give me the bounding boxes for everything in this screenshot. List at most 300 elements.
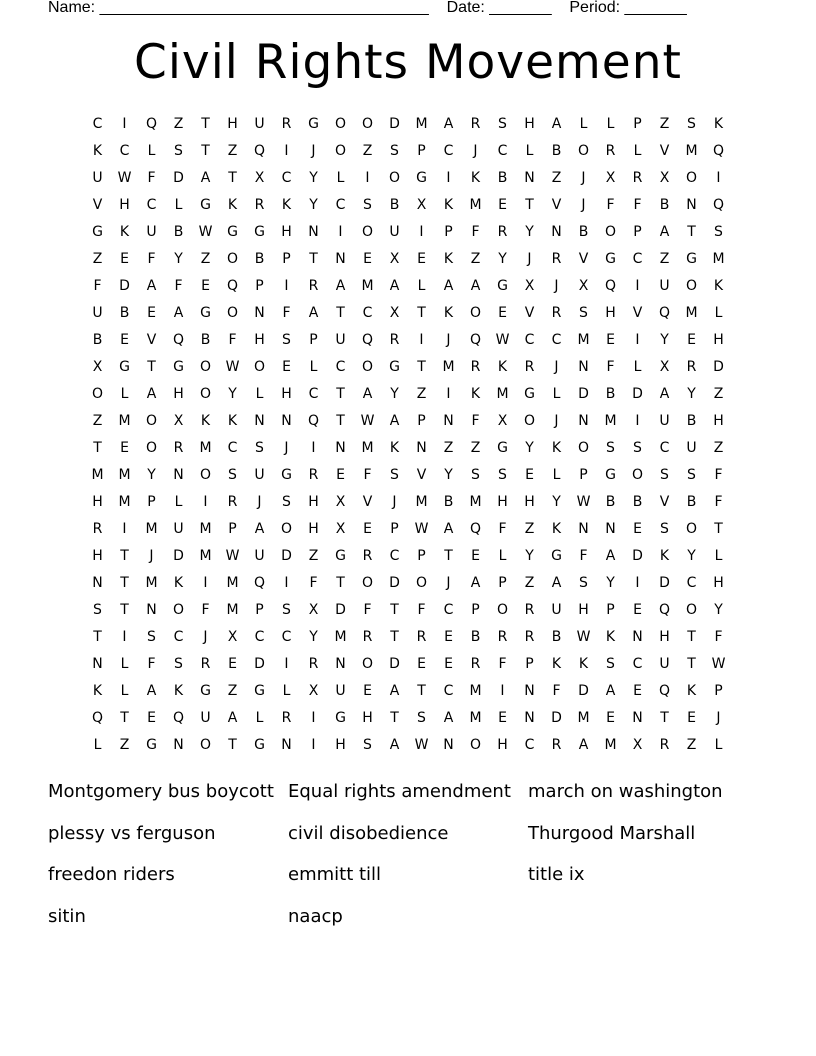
grid-letter[interactable]: K [200,413,211,429]
grid-letter[interactable]: U [389,224,400,240]
grid-letter[interactable]: Z [308,548,319,564]
grid-letter[interactable]: F [228,332,237,348]
grid-letter[interactable]: T [336,386,345,402]
grid-letter[interactable]: F [579,548,588,564]
grid-letter[interactable]: G [497,440,508,456]
grid-letter[interactable]: K [443,305,454,321]
grid-letter[interactable]: X [308,683,319,699]
grid-letter[interactable]: U [92,170,103,186]
grid-letter[interactable]: V [92,197,103,213]
grid-letter[interactable]: Z [470,440,481,456]
grid-letter[interactable]: C [92,116,103,132]
grid-letter[interactable]: K [713,278,724,294]
grid-letter[interactable]: A [470,278,481,294]
grid-letter[interactable]: P [147,494,156,510]
grid-letter[interactable]: T [417,305,426,321]
grid-letter[interactable]: O [226,251,239,267]
grid-letter[interactable]: L [147,143,156,159]
grid-letter[interactable]: R [389,332,400,348]
grid-letter[interactable]: G [335,548,346,564]
grid-letter[interactable]: U [254,116,265,132]
grid-letter[interactable]: I [635,413,640,429]
grid-letter[interactable]: O [361,116,374,132]
grid-letter[interactable]: J [473,143,478,159]
grid-letter[interactable]: H [578,602,589,618]
grid-letter[interactable]: G [389,359,400,375]
grid-letter[interactable]: D [173,170,184,186]
grid-letter[interactable]: E [606,332,615,348]
grid-letter[interactable]: I [284,143,289,159]
grid-letter[interactable]: E [363,521,372,537]
grid-letter[interactable]: R [308,278,319,294]
grid-letter[interactable]: K [686,683,697,699]
grid-letter[interactable]: J [554,359,559,375]
grid-letter[interactable]: S [174,143,183,159]
grid-letter[interactable]: Y [309,170,318,186]
grid-letter[interactable]: Y [687,548,696,564]
grid-letter[interactable]: P [471,602,480,618]
grid-letter[interactable]: Z [659,116,670,132]
grid-letter[interactable]: S [714,224,723,240]
grid-letter[interactable]: T [120,602,129,618]
grid-letter[interactable]: Q [469,521,482,537]
grid-letter[interactable]: T [660,710,669,726]
grid-letter[interactable]: N [605,521,616,537]
grid-letter[interactable]: Q [145,116,158,132]
grid-letter[interactable]: A [146,278,157,294]
grid-letter[interactable]: O [631,467,644,483]
grid-letter[interactable]: Y [228,386,237,402]
grid-letter[interactable]: Z [227,143,238,159]
grid-letter[interactable]: N [92,575,103,591]
grid-letter[interactable]: D [281,548,292,564]
grid-letter[interactable]: Y [606,575,615,591]
grid-letter[interactable]: E [444,656,453,672]
grid-letter[interactable]: L [525,143,534,159]
grid-letter[interactable]: T [714,521,723,537]
grid-letter[interactable]: R [362,548,373,564]
grid-letter[interactable]: M [226,602,239,618]
grid-letter[interactable]: A [389,737,400,753]
grid-letter[interactable]: I [203,494,208,510]
grid-letter[interactable]: E [498,197,507,213]
grid-letter[interactable]: R [551,737,562,753]
grid-letter[interactable]: X [632,737,643,753]
grid-letter[interactable]: D [713,359,724,375]
grid-letter[interactable]: B [578,224,589,240]
grid-letter[interactable]: O [523,413,536,429]
grid-letter[interactable]: U [200,710,211,726]
grid-letter[interactable]: C [254,629,265,645]
grid-letter[interactable]: M [199,548,212,564]
grid-letter[interactable]: S [660,521,669,537]
grid-letter[interactable]: M [469,197,482,213]
grid-letter[interactable]: G [524,386,535,402]
grid-letter[interactable]: C [497,143,508,159]
grid-letter[interactable]: V [524,305,535,321]
grid-letter[interactable]: R [659,737,670,753]
grid-letter[interactable]: A [200,170,211,186]
grid-letter[interactable]: R [470,116,481,132]
grid-letter[interactable]: J [716,710,721,726]
grid-letter[interactable]: U [173,521,184,537]
grid-letter[interactable]: Z [713,386,724,402]
grid-letter[interactable]: K [443,251,454,267]
grid-letter[interactable]: C [632,251,643,267]
grid-letter[interactable]: C [632,656,643,672]
grid-letter[interactable]: O [199,467,212,483]
period-blank[interactable]: _______ [624,0,687,16]
grid-letter[interactable]: O [145,440,158,456]
grid-letter[interactable]: O [577,440,590,456]
grid-letter[interactable]: C [281,170,292,186]
grid-letter[interactable]: T [390,602,399,618]
grid-letter[interactable]: X [92,359,103,375]
grid-letter[interactable]: Y [525,224,534,240]
grid-letter[interactable]: N [173,467,184,483]
grid-letter[interactable]: T [687,629,696,645]
grid-letter[interactable]: Y [498,251,507,267]
grid-letter[interactable]: N [524,170,535,186]
grid-letter[interactable]: L [120,656,129,672]
grid-letter[interactable]: P [282,251,291,267]
grid-letter[interactable]: M [226,575,239,591]
grid-letter[interactable]: E [201,278,210,294]
grid-letter[interactable]: C [173,629,184,645]
grid-letter[interactable]: A [335,278,346,294]
grid-letter[interactable]: S [579,305,588,321]
grid-letter[interactable]: N [281,413,292,429]
grid-letter[interactable]: P [633,116,642,132]
grid-letter[interactable]: I [122,521,127,537]
grid-letter[interactable]: R [686,359,697,375]
grid-letter[interactable]: L [579,116,588,132]
grid-letter[interactable]: E [633,683,642,699]
grid-letter[interactable]: Z [713,440,724,456]
grid-letter[interactable]: O [172,602,185,618]
grid-letter[interactable]: W [414,521,429,537]
grid-letter[interactable]: G [308,116,319,132]
grid-letter[interactable]: M [577,332,590,348]
grid-letter[interactable]: P [714,683,723,699]
grid-letter[interactable]: J [311,143,316,159]
grid-letter[interactable]: Z [173,116,184,132]
grid-letter[interactable]: Q [658,683,671,699]
grid-letter[interactable]: J [527,251,532,267]
grid-letter[interactable]: J [284,440,289,456]
grid-letter[interactable]: N [578,359,589,375]
grid-letter[interactable]: R [497,629,508,645]
grid-letter[interactable]: I [716,170,721,186]
grid-letter[interactable]: A [227,710,238,726]
grid-letter[interactable]: C [551,332,562,348]
grid-letter[interactable]: T [336,305,345,321]
grid-letter[interactable]: I [419,224,424,240]
grid-letter[interactable]: Z [119,737,130,753]
grid-letter[interactable]: R [551,251,562,267]
grid-letter[interactable]: H [659,629,670,645]
grid-letter[interactable]: W [225,548,240,564]
grid-letter[interactable]: D [389,575,400,591]
grid-letter[interactable]: P [633,224,642,240]
grid-letter[interactable]: S [390,143,399,159]
grid-letter[interactable]: D [173,548,184,564]
grid-letter[interactable]: M [361,440,374,456]
grid-letter[interactable]: O [361,359,374,375]
grid-letter[interactable]: S [579,575,588,591]
grid-letter[interactable]: E [525,467,534,483]
grid-letter[interactable]: M [469,710,482,726]
grid-letter[interactable]: W [225,359,240,375]
grid-letter[interactable]: J [446,575,451,591]
grid-letter[interactable]: L [633,359,642,375]
grid-letter[interactable]: L [714,305,723,321]
grid-letter[interactable]: L [552,467,561,483]
grid-letter[interactable]: A [173,305,184,321]
grid-letter[interactable]: D [578,683,589,699]
grid-letter[interactable]: P [417,548,426,564]
grid-letter[interactable]: Q [91,710,104,726]
grid-letter[interactable]: B [551,143,562,159]
grid-letter[interactable]: S [660,467,669,483]
grid-letter[interactable]: N [335,440,346,456]
grid-letter[interactable]: L [606,116,615,132]
grid-letter[interactable]: A [551,116,562,132]
grid-letter[interactable]: Y [174,251,183,267]
grid-letter[interactable]: T [417,359,426,375]
grid-letter[interactable]: I [365,170,370,186]
grid-letter[interactable]: R [470,359,481,375]
grid-letter[interactable]: O [280,521,293,537]
grid-letter[interactable]: Q [469,332,482,348]
grid-letter[interactable]: V [551,197,562,213]
grid-letter[interactable]: O [604,224,617,240]
grid-letter[interactable]: L [309,359,318,375]
grid-letter[interactable]: E [228,656,237,672]
grid-letter[interactable]: P [498,575,507,591]
grid-letter[interactable]: M [442,359,455,375]
grid-letter[interactable]: H [119,197,130,213]
grid-letter[interactable]: O [334,116,347,132]
grid-letter[interactable]: J [257,494,262,510]
grid-letter[interactable]: N [416,440,427,456]
grid-letter[interactable]: B [551,629,562,645]
grid-letter[interactable]: Y [390,386,399,402]
grid-letter[interactable]: K [713,116,724,132]
grid-letter[interactable]: F [714,629,723,645]
grid-letter[interactable]: A [362,386,373,402]
grid-letter[interactable]: J [554,413,559,429]
grid-letter[interactable]: K [497,359,508,375]
grid-letter[interactable]: G [497,278,508,294]
grid-letter[interactable]: H [497,737,508,753]
grid-letter[interactable]: D [578,386,589,402]
grid-letter[interactable]: U [146,224,157,240]
grid-letter[interactable]: H [713,575,724,591]
grid-letter[interactable]: R [551,305,562,321]
grid-letter[interactable]: L [255,386,264,402]
grid-letter[interactable]: F [471,413,480,429]
grid-letter[interactable]: O [199,386,212,402]
grid-letter[interactable]: J [446,332,451,348]
grid-letter[interactable]: R [605,143,616,159]
grid-letter[interactable]: Z [416,386,427,402]
grid-letter[interactable]: B [443,494,454,510]
grid-letter[interactable]: T [309,251,318,267]
grid-letter[interactable]: V [632,305,643,321]
grid-letter[interactable]: O [334,143,347,159]
grid-letter[interactable]: Z [92,251,103,267]
grid-letter[interactable]: U [92,305,103,321]
grid-letter[interactable]: T [417,683,426,699]
grid-letter[interactable]: F [714,467,723,483]
grid-letter[interactable]: Q [361,332,374,348]
grid-letter[interactable]: G [551,548,562,564]
grid-letter[interactable]: I [311,737,316,753]
grid-letter[interactable]: Q [172,710,185,726]
grid-letter[interactable]: Q [604,278,617,294]
grid-letter[interactable]: H [335,737,346,753]
grid-letter[interactable]: C [686,575,697,591]
grid-letter[interactable]: B [200,332,211,348]
grid-letter[interactable]: R [524,629,535,645]
grid-letter[interactable]: F [282,305,291,321]
grid-letter[interactable]: O [253,359,266,375]
grid-letter[interactable]: F [363,467,372,483]
grid-letter[interactable]: P [390,521,399,537]
grid-letter[interactable]: D [254,656,265,672]
grid-letter[interactable]: U [659,413,670,429]
grid-letter[interactable]: B [605,386,616,402]
grid-letter[interactable]: X [227,629,238,645]
grid-letter[interactable]: Q [307,413,320,429]
grid-letter[interactable]: B [119,305,130,321]
grid-letter[interactable]: Z [443,440,454,456]
grid-letter[interactable]: S [498,467,507,483]
grid-letter[interactable]: W [495,332,510,348]
grid-letter[interactable]: L [174,197,183,213]
grid-letter[interactable]: M [469,683,482,699]
grid-letter[interactable]: N [146,602,157,618]
grid-letter[interactable]: L [498,548,507,564]
grid-letter[interactable]: I [203,575,208,591]
grid-letter[interactable]: K [92,683,103,699]
grid-letter[interactable]: G [416,170,427,186]
grid-letter[interactable]: C [524,737,535,753]
grid-letter[interactable]: Z [524,521,535,537]
grid-letter[interactable]: A [389,413,400,429]
grid-letter[interactable]: E [633,521,642,537]
grid-letter[interactable]: D [632,386,643,402]
grid-letter[interactable]: H [173,386,184,402]
grid-letter[interactable]: Y [525,548,534,564]
grid-letter[interactable]: K [281,197,292,213]
grid-letter[interactable]: B [173,224,184,240]
grid-letter[interactable]: F [714,494,723,510]
grid-letter[interactable]: M [685,305,698,321]
grid-letter[interactable]: C [443,683,454,699]
grid-letter[interactable]: C [362,305,373,321]
grid-letter[interactable]: C [308,386,319,402]
grid-letter[interactable]: E [417,251,426,267]
grid-letter[interactable]: X [524,278,535,294]
grid-letter[interactable]: Y [309,197,318,213]
grid-letter[interactable]: K [227,197,238,213]
grid-letter[interactable]: G [281,467,292,483]
grid-letter[interactable]: A [470,575,481,591]
grid-letter[interactable]: U [686,440,697,456]
grid-letter[interactable]: T [120,575,129,591]
grid-letter[interactable]: F [147,251,156,267]
grid-letter[interactable]: V [416,467,427,483]
grid-letter[interactable]: P [309,332,318,348]
grid-letter[interactable]: J [581,197,586,213]
grid-letter[interactable]: K [551,656,562,672]
grid-letter[interactable]: T [390,629,399,645]
grid-letter[interactable]: N [632,629,643,645]
grid-letter[interactable]: A [578,737,589,753]
grid-letter[interactable]: M [496,386,509,402]
grid-letter[interactable]: S [255,440,264,456]
grid-letter[interactable]: J [581,170,586,186]
grid-letter[interactable]: S [606,656,615,672]
grid-letter[interactable]: Z [470,251,481,267]
grid-letter[interactable]: L [714,737,723,753]
grid-letter[interactable]: K [551,521,562,537]
grid-letter[interactable]: G [254,683,265,699]
grid-letter[interactable]: G [200,197,211,213]
grid-letter[interactable]: F [363,602,372,618]
grid-letter[interactable]: V [659,494,670,510]
grid-letter[interactable]: R [632,170,643,186]
grid-letter[interactable]: D [335,602,346,618]
grid-letter[interactable]: N [254,305,265,321]
grid-letter[interactable]: E [363,683,372,699]
grid-letter[interactable]: G [254,737,265,753]
grid-letter[interactable]: K [659,548,670,564]
grid-letter[interactable]: T [228,737,237,753]
grid-letter[interactable]: W [198,224,213,240]
grid-letter[interactable]: I [635,332,640,348]
grid-letter[interactable]: A [605,548,616,564]
grid-letter[interactable]: O [469,305,482,321]
grid-letter[interactable]: P [255,602,264,618]
grid-letter[interactable]: Q [253,575,266,591]
grid-letter[interactable]: R [524,602,535,618]
grid-letter[interactable]: D [551,710,562,726]
grid-letter[interactable]: Z [659,251,670,267]
grid-letter[interactable]: E [471,548,480,564]
grid-letter[interactable]: B [632,494,643,510]
grid-letter[interactable]: F [606,359,615,375]
grid-letter[interactable]: X [497,413,508,429]
grid-letter[interactable]: U [551,602,562,618]
grid-letter[interactable]: M [145,575,158,591]
grid-letter[interactable]: Q [253,143,266,159]
grid-letter[interactable]: W [360,413,375,429]
grid-letter[interactable]: F [498,521,507,537]
grid-letter[interactable]: C [281,629,292,645]
grid-letter[interactable]: R [281,710,292,726]
grid-letter[interactable]: T [93,440,102,456]
grid-letter[interactable]: O [415,575,428,591]
grid-letter[interactable]: O [388,170,401,186]
grid-letter[interactable]: Z [362,143,373,159]
grid-letter[interactable]: M [199,440,212,456]
grid-letter[interactable]: K [578,656,589,672]
grid-letter[interactable]: R [254,197,265,213]
grid-letter[interactable]: U [335,683,346,699]
